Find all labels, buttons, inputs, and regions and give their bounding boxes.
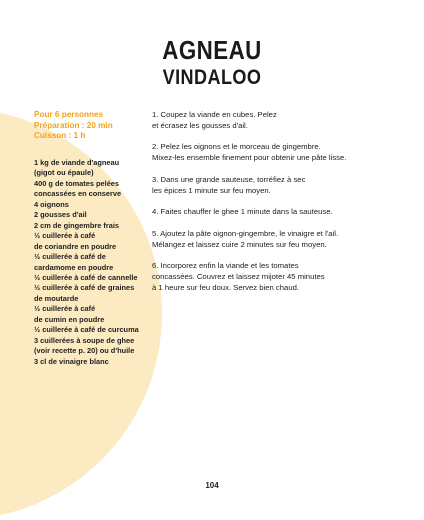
instruction-step: 4. Faites chauffer le ghee 1 minute dans la sauteuse. [152,207,333,217]
ingredient-line: de coriandre en poudre [34,241,117,251]
recipe-title-line-1: AGNEAU [162,35,262,65]
ingredient-line: 3 cuillerées à soupe de ghee [34,335,135,345]
ingredient-line: 1 kg de viande d'agneau [34,158,120,167]
ingredient-line: cardamome en poudre [34,262,114,272]
instruction-step: 6. Incorporez enfin la viande et les tomates concassées. Couvrez et laissez mijoter 45 minutes à 1 heure sur feu doux. Servez bien chaud. [152,261,325,292]
ingredient-line: 2 gousses d'ail [34,210,87,220]
cooking-time: Cuisson : 1 h [34,131,86,141]
recipe-title-line-2: VINDALOO [162,66,262,89]
servings: Pour 6 personnes [34,110,104,119]
instruction-step: 5. Ajoutez la pâte oignon-gingembre, le vinaigre et l'ail. Mélangez et laissez cuire 2 minutes sur feu moyen. [152,228,339,249]
ingredient-line: de cumin en poudre [34,314,105,324]
ingredient-line: (gigot ou épaule) [34,168,94,178]
ingredient-line: de moutarde [34,293,79,303]
instructions-list [152,110,402,304]
ingredient-line: ½ cuillerée à café de cannelle [34,272,138,282]
ingredient-line: 4 oignons [34,199,69,209]
ingredient-line: concassées en conserve [34,189,122,199]
preparation-time: Préparation : 20 min [34,120,113,130]
recipe-meta [34,110,113,142]
page-number: 104 [205,481,219,490]
ingredient-line: ½ cuillerée à café de graines [34,283,135,293]
instruction-step: 3. Dans une grande sauteuse, torréfiez à sec les épices 1 minute sur feu moyen. [152,174,306,195]
ingredient-line: ½ cuillerée à café [34,304,96,314]
ingredient-line: 400 g de tomates pelées [34,178,120,188]
ingredient-line: 3 cl de vinaigre blanc [34,356,109,366]
recipe-title [30,36,395,90]
ingredients-list [34,158,152,367]
ingredient-line: ½ cuillerée à café [34,231,96,241]
ingredient-line: ½ cuillerée à café de [34,252,106,262]
instruction-step: 2. Pelez les oignons et le morceau de gingembre. Mixez-les ensemble finement pour obtenir une pâte lisse. [152,142,347,163]
ingredient-line: (voir recette p. 20) ou d'huile [34,346,135,356]
instruction-step: 1. Coupez la viande en cubes. Pelez et écrasez les gousses d'ail. [152,110,277,130]
ingredient-line: ½ cuillerée à café de curcuma [34,325,139,335]
ingredient-line: 2 cm de gingembre frais [34,220,120,230]
